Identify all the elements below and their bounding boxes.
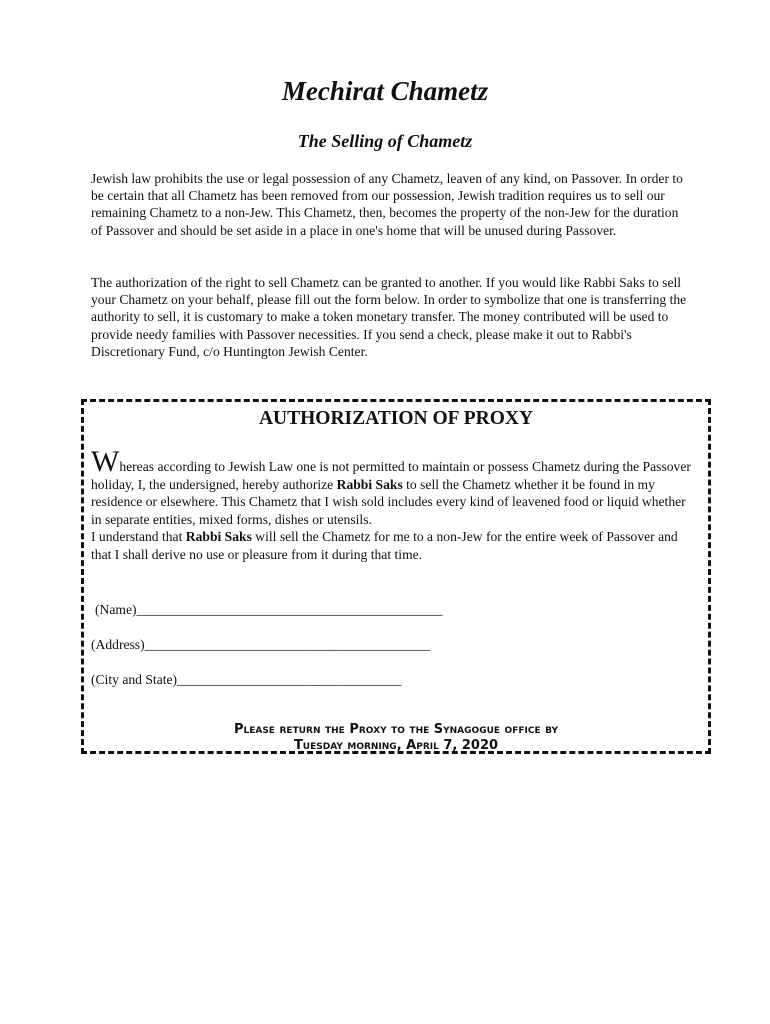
rabbi-name: Rabbi Saks — [336, 476, 403, 492]
proxy-form-box — [81, 399, 711, 754]
drop-cap: W — [91, 445, 120, 478]
return-instructions — [84, 722, 708, 754]
rabbi-name-2: Rabbi Saks — [185, 529, 252, 544]
document-subtitle: The Selling of Chametz — [297, 131, 473, 151]
city-state-field[interactable]: (City and State)_________________________________ — [91, 672, 402, 687]
return-instructions-line1: Please return the Proxy to the Synagogue office by — [233, 722, 559, 737]
intro-paragraph: Jewish law prohibits the use or legal possession of any Chametz, leaven of any kind, on Passover. In order to be certain that all Chametz has been removed from our possession, Jewish tradition requires us to sell our remaining Chametz to a non-Jew. This Chametz, then, becomes the property of the non-Jew for the duration of Passover and should be set aside in a place in one's home that will be unused during Passover. — [91, 171, 683, 238]
name-field[interactable]: (Name)_____________________________________________ — [95, 602, 443, 617]
proxy-text-part1: hereas according to Jewish Law one is not permitted to maintain or possess Chametz during the Passover holiday, I, the undersigned, hereby authorize — [91, 459, 691, 492]
address-field[interactable]: (Address)__________________________________________ — [91, 637, 431, 652]
return-instructions-line2: Tuesday morning, April 7, 2020 — [293, 738, 499, 753]
proxy-text-part4: will sell the Chametz for me to a non-Jew for the entire week of Passover and that I shall derive no use or pleasure from it during that time. — [91, 529, 678, 562]
authorization-paragraph: The authorization of the right to sell Chametz can be granted to another. If you would like Rabbi Saks to sell your Chametz on your behalf, please fill out the form below. In order to symbolize that one is transferring the authority to sell, it is customary to make a token monetary transfer. The money contributed will be used to provide needy families with Passover necessities. If you send a check, please make it out to Rabbi's Discretionary Fund, c/o Huntington Jewish Center. — [91, 275, 687, 359]
proxy-text-part3: I understand that — [91, 529, 186, 544]
proxy-heading: AUTHORIZATION OF PROXY — [258, 408, 534, 429]
proxy-statement — [91, 445, 697, 563]
document-title: Mechirat Chametz — [281, 76, 489, 106]
proxy-text-part2: to sell the Chametz whether it be found in my residence or elsewhere. This Chametz that I wish sold includes every kind of leavened food or liquid whether in separate entities, mixed forms, dishes or utensils. — [91, 476, 686, 527]
